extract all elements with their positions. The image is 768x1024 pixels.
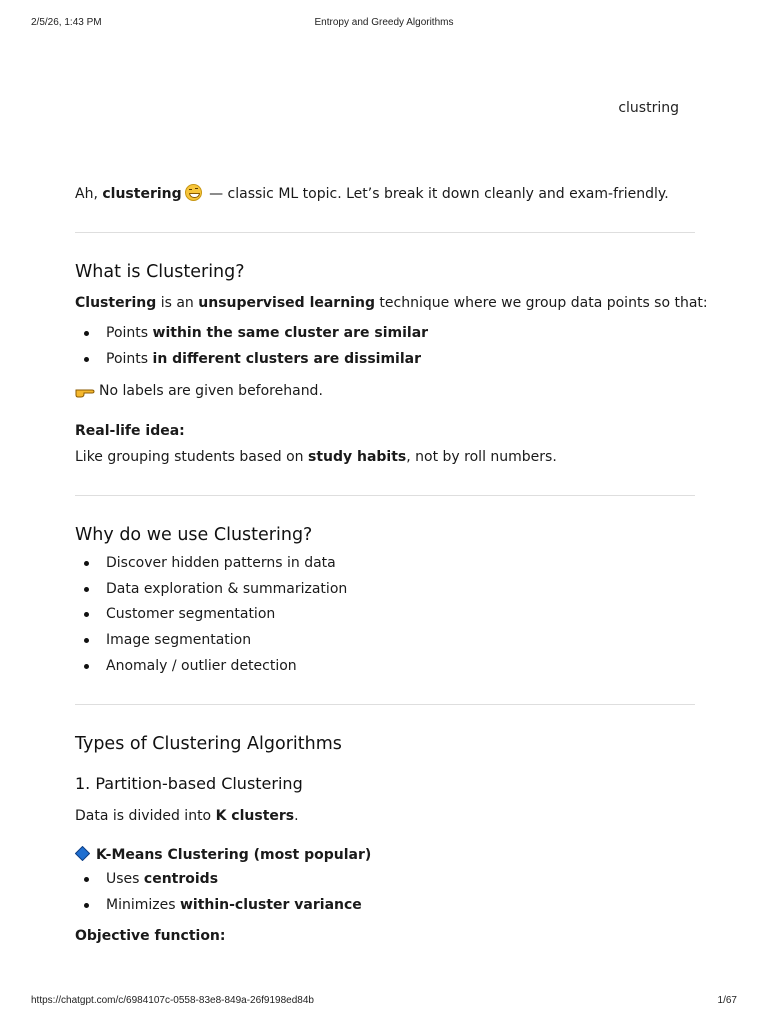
bullet-pre: Points: [106, 350, 153, 367]
kmeans-line: [75, 846, 371, 863]
print-header: [0, 17, 768, 31]
print-footer: [0, 995, 768, 1009]
list-item: [75, 897, 362, 923]
grinning-face-icon: [185, 184, 202, 201]
print-page-number: 1/67: [717, 995, 737, 1006]
subheading-partition: 1. Partition-based Clustering: [75, 774, 303, 793]
bullet-bold: within-cluster variance: [179, 896, 362, 913]
user-message: clustring: [618, 100, 679, 116]
real-life-post: , not by roll numbers.: [406, 449, 557, 465]
list-item: [75, 325, 428, 351]
bullet-bold: in different clusters are dissimilar: [152, 350, 421, 367]
intro-prefix: Ah,: [75, 186, 103, 202]
real-life-text: [75, 449, 557, 465]
list-item: Anomaly / outlier detection: [75, 658, 347, 684]
real-life-label: [75, 423, 185, 439]
separator: [75, 232, 695, 233]
intro-line: [75, 184, 669, 202]
note-text: No labels are given beforehand.: [99, 383, 323, 399]
section-heading-why: Why do we use Clustering?: [75, 525, 313, 545]
print-title: Entropy and Greedy Algorithms: [314, 17, 454, 28]
bullet-bold: within the same cluster are similar: [152, 325, 429, 341]
list-item: [75, 871, 362, 897]
intro-suffix: — classic ML topic. Let’s break it down cleanly and exam-friendly.: [204, 186, 669, 202]
section-heading-what: What is Clustering?: [75, 262, 245, 282]
list-item: Discover hidden patterns in data: [75, 555, 347, 581]
real-life-pre: Like grouping students based on: [75, 449, 308, 465]
bullet-pre: Minimizes: [106, 896, 180, 913]
note-line: [75, 383, 323, 399]
definition-bullets: [75, 325, 428, 376]
list-item: Image segmentation: [75, 632, 347, 658]
blue-diamond-icon: [75, 846, 90, 861]
partition-post: .: [294, 808, 299, 824]
partition-text: [75, 808, 299, 824]
separator: [75, 704, 695, 705]
list-item: Data exploration & summarization: [75, 581, 347, 607]
why-list: [75, 555, 347, 683]
def-bold-1: Clustering: [75, 295, 157, 311]
pointing-hand-icon: [75, 384, 95, 398]
def-text-2: technique where we group data points so that:: [374, 295, 708, 311]
kmeans-label: K-Means Clustering (most popular): [96, 847, 372, 863]
separator: [75, 495, 695, 496]
real-life-label-text: Real-life idea:: [75, 423, 185, 439]
kmeans-bullets: [75, 871, 362, 922]
print-datetime: 2/5/26, 1:43 PM: [31, 17, 102, 28]
section-heading-types: Types of Clustering Algorithms: [75, 734, 342, 754]
objective-label-text: Objective function:: [75, 928, 226, 944]
intro-bold: clustering: [102, 186, 182, 202]
print-url: https://chatgpt.com/c/6984107c-0558-83e8-849a-26f9198ed84b: [31, 995, 314, 1006]
list-item: Customer segmentation: [75, 606, 347, 632]
real-life-bold: study habits: [307, 449, 407, 465]
definition-text: [75, 295, 708, 311]
bullet-bold: centroids: [143, 871, 219, 887]
def-bold-2: unsupervised learning: [198, 295, 375, 311]
partition-pre: Data is divided into: [75, 808, 216, 824]
bullet-pre: Points: [106, 325, 153, 341]
bullet-pre: Uses: [106, 871, 144, 887]
partition-bold: K clusters: [215, 808, 295, 824]
objective-label: [75, 928, 226, 944]
list-item: [75, 351, 428, 377]
def-text-1: is an: [156, 295, 199, 311]
